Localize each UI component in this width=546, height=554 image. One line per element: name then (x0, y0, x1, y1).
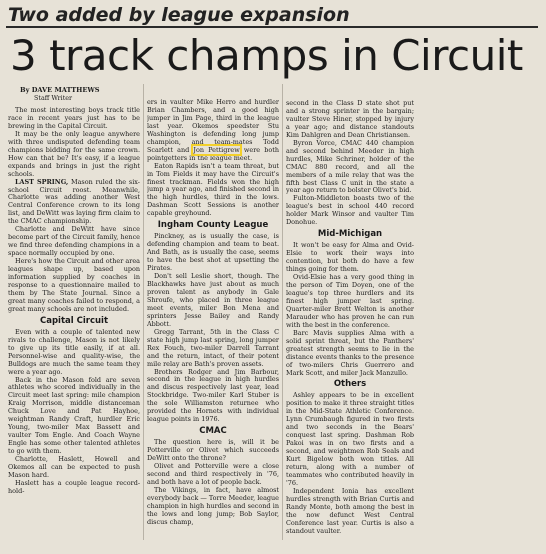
kicker-rule (6, 26, 538, 28)
paragraph: Charlotte, Haslett, Howell and Okemos all can be expected to push Mason hard. (8, 455, 140, 479)
paragraph: Pinckney, as is usually the case, is defending champion and team to beat. And Bath, as is usually the case, seems to have the best shot at upsetting the Pirates. (147, 232, 279, 273)
paragraph-text: Mason ruled the six-school Circuit roost. Meanwhile, Charlotte was adding another West Central Conference crown to its long list, and DeWitt was laying firm claim to the CMAC championship. (8, 177, 140, 226)
subhead-cmac: CMAC (199, 426, 227, 437)
highlighted-name: Jon Pettigrew (193, 145, 240, 154)
paragraph: Haslett has a couple league record-hold- (8, 478, 140, 495)
paragraph: Olivet and Potterville were a close second and third respectively in '76, and both have a lot of people back. (147, 462, 279, 486)
column-1 (8, 86, 140, 540)
paragraph: Even with a couple of talented new rivals to challenge, Mason is not likely to give up its title easily, if at all. Personnel-wise and quality-wise, the Bulldogs are much the same team they were a year ago. (8, 327, 140, 376)
column-divider (282, 84, 283, 540)
kicker-headline: Two added by league expansion (8, 4, 350, 26)
paragraph: The most interesting boys track title race in recent years just has to be brewing in the Capital Circuit. (8, 106, 140, 130)
lead-in: LAST SPRING, (15, 177, 69, 186)
headline: 3 track champs in Circuit (10, 31, 523, 80)
paragraph: Eaton Rapids isn't a team threat, but in Tom Fields it may have the Circuit's finest trackman. Fields won the high jump a year ago, and finished second in the high hurdles, third in the lows. Dashman Scott Sessions is another capable greyhound. (147, 161, 279, 218)
paragraph: It may be the only league anywhere with three undisputed defending team champions bidding for the same crown. How can that be? It's easy, if a league expands and brings in just the right schools. (8, 129, 140, 178)
subhead-capital-circuit: Capital Circuit (39, 315, 109, 326)
paragraph: Ashley appears to be in excellent position to make it three straight titles in the Mid-State Athletic Conference. Lynn Crumbaugh figured in two firsts and two seconds in the Bears' conquest last spring. Dashman Rob Pakoi was in on two firsts and a second, and weightmen Rob Seals and Kurt Bigelow both won titles. All return, along with a number of teammates who contributed heavily in '76. (286, 391, 414, 487)
paragraph (147, 99, 279, 163)
paragraph: The question here is, will it be Potterville or Olivet which succeeds DeWitt onto the throne? (147, 438, 279, 463)
subhead-others: Others (333, 379, 367, 390)
paragraph (8, 179, 140, 227)
paragraph: It won't be easy for Alma and Ovid-Elsie to work their ways into contention, but both do have a few things going for them. (286, 241, 414, 274)
paragraph: Back in the Mason fold are seven athletes who scored individually in the Circuit meet last spring: mile champion Kraig Morrison, middle distanceman Chuck Love and Pat Hayhoe, weightman Randy Craft, hurdler Eric Young, two-miler Max Bassett and vaulter Tom Engle. And Coach Wayne Engle has some other talented athletes to go with them. (8, 375, 140, 456)
paragraph: Fulton-Middleton boasts two of the league's best in school 440 record holder Mark Winsor and vaulter Tim Donohue. (286, 194, 414, 227)
column-2 (147, 99, 279, 553)
paragraph: Byron Vorce, CMAC 440 champion and second behind Meeder in high hurdles, Mike Schriner, holder of the CMAC 880 record, and all the members of a mile relay that was the fifth best Class C unit in the state a year ago return to bolster Olivet's bid. (286, 138, 414, 195)
paragraph-text: ers in vaulter Mike Herro and hurdler Brian Chambers, and a good high jumper in Jim Page, third in the league last year. Okemos speedster Stu Washington is defending long jump champion, and team-mates Todd Scarlett and (147, 99, 279, 154)
subhead-mid-michigan: Mid-Michigan (317, 229, 383, 240)
paragraph: second in the Class D state shot put and a strong sprinter in the bargain; vaulter Steve Hiner, stopped by injury a year ago; and distance standouts Kim Dahlgren and Dean Christiansen. (286, 100, 414, 139)
paragraph: Gregg Tarrant, 5th in the Class C state high jump last spring, long jumper Rex Fouch, two-miler Darrell Tarrant and the return, intact, of their potent mile relay are Bath's proven assets. (147, 327, 279, 368)
byline-role: Staff Writer (34, 94, 73, 102)
paragraph: Don't sell Leslie short, though. The Blackhawks have just about as much proven talent as anybody in Gale Shroufe, who placed in three league meet events, miler Bon Mena and sprinters Jesse Bailey and Randy Abbott. (147, 272, 279, 328)
paragraph: Ovid-Elsie has a very good thing in the person of Tim Doyen, one of the league's top three hurdlers and its finest high jumper last spring. Quarter-miler Brett Welton is another Marauder who has proven he can run with the best in the conference. (286, 273, 414, 329)
paragraph: The Vikings, in fact, have almost everybody back — Torre Meeder, league champion in high hurdles and second in the lows and long jump; Bob Saylor, discus champ, (147, 485, 279, 526)
column-divider (143, 84, 144, 540)
subhead-ingham-county-league: Ingham County League (157, 220, 269, 231)
paragraph: Brothers Rodger and Jim Barbour, second in the league in high hurdles and discus respectively last year, lead Stockbridge. Two-miler Karl Stuber is the sole Williamston returnee who provided the Hornets with individual league points in 1976. (147, 367, 279, 424)
byline: By DAVE MATTHEWS (20, 86, 100, 94)
paragraph: Charlotte and DeWitt have since become part of the Circuit family, hence we find three defending champions in a space normally occupied by one. (8, 225, 140, 258)
paragraph-text: were both pointgetters in the league meet. (147, 145, 279, 162)
paragraph: Barc Mavis supplies Alma with a solid sprint threat, but the Panthers' greatest strength seems to lie in the distance events thanks to the presence of two-milers Chris Guerrero and Mark Scott, and miler Jack Manzullo. (286, 328, 414, 377)
paragraph: Independent Ionia has excellent hurdles strength with Brian Curtis and Randy Monte, both among the best in the now defunct West Central Conference last year. Curtis is also a standout vaulter. (286, 486, 414, 535)
paragraph: Here's how the Circuit and other area leagues shape up, based upon information supplied by coaches in response to a questionnaire mailed to them by The State Journal. Since a great many coaches failed to respond, a great many schools are not included. (8, 257, 140, 313)
column-3 (286, 100, 414, 554)
